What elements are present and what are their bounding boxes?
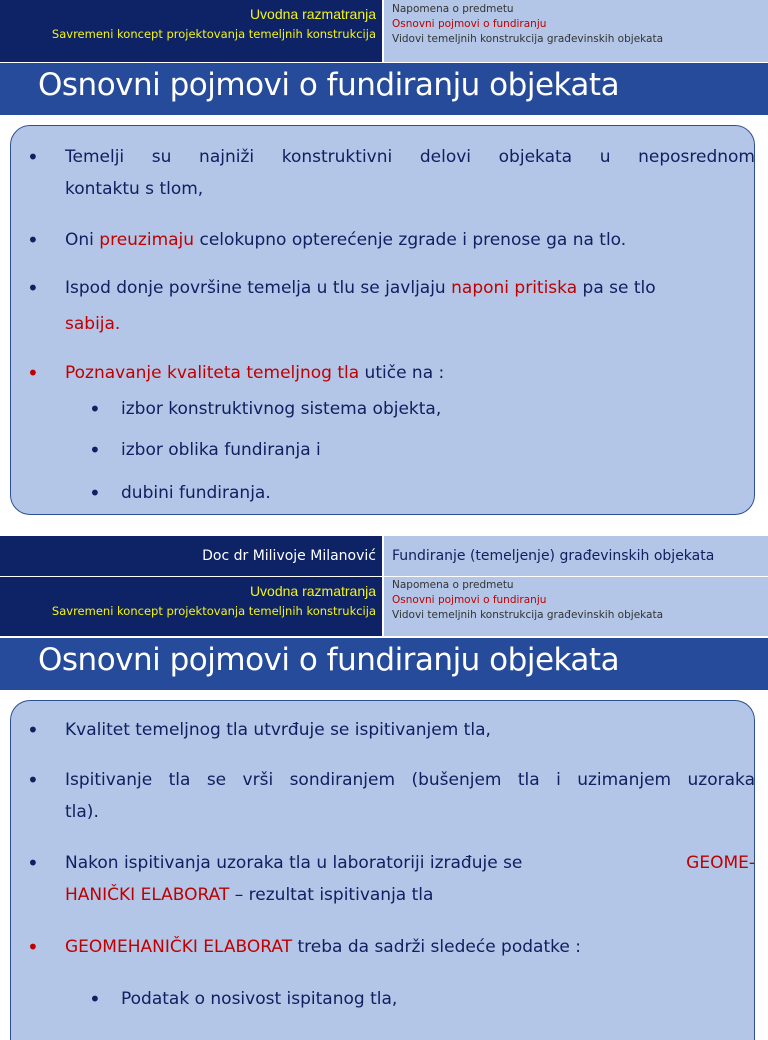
- bullet-dot-icon: •: [27, 718, 39, 742]
- bullet-dot-icon: •: [89, 987, 101, 1011]
- bullet-text: Ispitivanje tla se vrši sondiranjem (bušenjem tla i uzimanjem uzoraka: [65, 770, 755, 790]
- bullet-text: utiče na :: [359, 363, 445, 383]
- nav-item-vidovi[interactable]: Vidovi temeljnih konstrukcija građevinskih objekata: [392, 33, 664, 45]
- sub-bullet-text: Podatak o nosivost ispitanog tla,: [121, 989, 398, 1009]
- sub-bullet-text: izbor konstruktivnog sistema objekta,: [121, 399, 442, 419]
- bullet-text: Ispod donje površine temelja u tlu se javljaju: [65, 278, 452, 298]
- course-title: Fundiranje (temeljenje) građevinskih objekata: [384, 536, 768, 576]
- slide1-content-box: [10, 125, 755, 515]
- author-footer-bar: [0, 536, 768, 576]
- nav-item-osnovni-pojmovi[interactable]: Osnovni pojmovi o fundiranju: [392, 594, 547, 606]
- sub-bullet-text: izbor oblika fundiranja i: [121, 440, 321, 460]
- nav-item-napomena[interactable]: Napomena o predmetu: [392, 579, 514, 591]
- bullet-text: Kvalitet temeljnog tla utvrđuje se ispitivanjem tla,: [65, 720, 491, 740]
- bullet-text: Temelji su najniži konstruktivni delovi objekata u neposrednom: [65, 147, 755, 167]
- bullet-text: – rezultat ispitivanja tla: [229, 885, 434, 905]
- bullet-dot-icon: •: [27, 361, 39, 385]
- bullet-dot-icon: •: [89, 438, 101, 462]
- bullet-text-cont: kontaktu s tlom,: [65, 179, 204, 199]
- slide-title: Osnovni pojmovi o fundiranju objekata: [38, 642, 620, 678]
- header-nav-panel: [384, 577, 768, 636]
- highlight-text: sabija.: [65, 314, 121, 334]
- bullet-text-cont: tla).: [65, 802, 99, 822]
- bullet-dot-icon: •: [27, 768, 39, 792]
- section-title: Uvodna razmatranja: [249, 583, 376, 599]
- sub-bullet-text: dubini fundiranja.: [121, 483, 271, 503]
- author-name: Doc dr Milivoje Milanović: [0, 536, 382, 576]
- bullet-dot-icon: •: [27, 935, 39, 959]
- bullet-dot-icon: •: [27, 276, 39, 300]
- nav-item-osnovni-pojmovi[interactable]: Osnovni pojmovi o fundiranju: [392, 18, 547, 30]
- highlight-text: HANIČKI ELABORAT: [65, 885, 230, 905]
- slide2-header: [0, 577, 768, 636]
- header-nav-panel: [384, 0, 768, 62]
- bullet-dot-icon: •: [89, 481, 101, 505]
- highlight-text: preuzimaju: [99, 230, 195, 250]
- highlight-text: GEOME-: [686, 853, 755, 873]
- bullet-dot-icon: •: [27, 851, 39, 875]
- slide1-header: [0, 0, 768, 62]
- section-subtitle: Savremeni koncept projektovanja temeljnih konstrukcija: [51, 604, 376, 618]
- bullet-dot-icon: •: [89, 397, 101, 421]
- highlight-text: Poznavanje kvaliteta temeljnog tla: [65, 363, 360, 383]
- bullet-text: treba da sadrži sledeće podatke :: [292, 937, 581, 957]
- section-title: Uvodna razmatranja: [249, 6, 376, 22]
- slide1-title-bar: [0, 63, 768, 115]
- bullet-text: celokupno opterećenje zgrade i prenose ga na tlo.: [194, 230, 627, 250]
- section-subtitle: Savremeni koncept projektovanja temeljnih konstrukcija: [51, 27, 376, 41]
- nav-item-napomena[interactable]: Napomena o predmetu: [392, 3, 514, 15]
- header-section-panel: [0, 577, 382, 636]
- highlight-text: GEOMEHANIČKI ELABORAT: [65, 937, 293, 957]
- bullet-dot-icon: •: [27, 145, 39, 169]
- header-section-panel: [0, 0, 382, 62]
- bullet-text: Oni: [65, 230, 100, 250]
- slide2-title-bar: [0, 638, 768, 690]
- bullet-dot-icon: •: [27, 228, 39, 252]
- slide-title: Osnovni pojmovi o fundiranju objekata: [38, 67, 620, 103]
- nav-item-vidovi[interactable]: Vidovi temeljnih konstrukcija građevinskih objekata: [392, 609, 664, 621]
- highlight-text: naponi pritiska: [451, 278, 578, 298]
- slide2-content-box: [10, 700, 755, 1040]
- bullet-text: pa se tlo: [577, 278, 656, 298]
- bullet-text: Nakon ispitivanja uzoraka tla u laboratoriji izrađuje se: [65, 853, 523, 873]
